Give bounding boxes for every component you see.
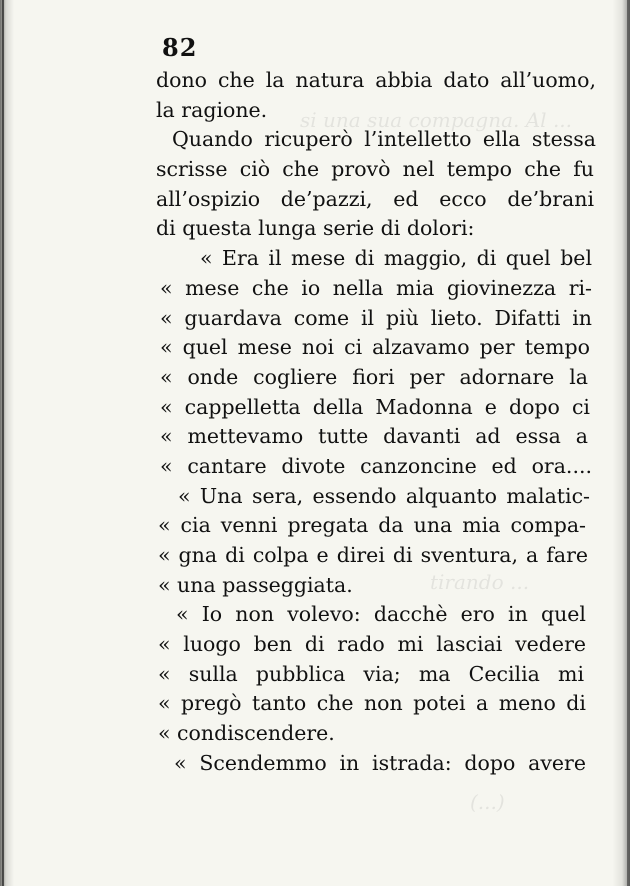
text-line: « Io non volevo: dacchè ero in quel — [176, 602, 586, 627]
show-through-text: si una sua compagna. Al ... — [300, 108, 573, 132]
text-line: « cantare divote canzoncine ed ora.... — [160, 453, 592, 478]
text-line: « gna di colpa e direi di sventura, a fare — [158, 543, 588, 567]
text-line: « Una sera, essendo alquanto malatic- — [178, 483, 590, 508]
show-through-text: tirando ... — [430, 570, 530, 594]
text-line: « luogo ben di rado mi lasciai vedere — [158, 632, 586, 657]
page-number: 82 — [162, 33, 198, 62]
text-line: di questa lunga serie di dolori: — [156, 216, 475, 241]
text-line: « cappelletta della Madonna e dopo ci — [160, 394, 590, 419]
text-line: all’ospizio de’pazzi, ed ecco de’brani — [156, 186, 594, 211]
text-line: « guardava come il più lieto. Difatti in — [160, 305, 592, 330]
text-line: « pregò tanto che non potei a meno di — [158, 691, 586, 716]
show-through-text: (...) — [470, 790, 505, 814]
text-line: « una passeggiata. — [158, 572, 353, 597]
text-line: « Scendemmo in istrada: dopo avere — [174, 750, 586, 775]
text-line: Quando ricuperò l’intelletto ella stessa — [172, 127, 596, 152]
text-line: « Era il mese di maggio, di quel bel — [200, 246, 592, 271]
body-text — [156, 66, 598, 779]
text-line: « condiscendere. — [158, 721, 335, 746]
text-line: « cia venni pregata da una mia compa- — [158, 513, 586, 538]
text-line: « mettevamo tutte davanti ad essa a — [160, 424, 588, 449]
text-line: « quel mese noi ci alzavamo per tempo — [160, 335, 590, 360]
text-line: « sulla pubblica via; ma Cecilia mi — [158, 661, 584, 686]
text-line: « onde cogliere fiori per adornare la — [160, 364, 588, 389]
text-line: « mese che io nella mia giovinezza ri- — [160, 275, 592, 300]
text-line: dono che la natura abbia dato all’uomo, — [156, 68, 596, 92]
page-spine-shadow — [2, 0, 4, 886]
text-line: la ragione. — [156, 97, 268, 122]
text-line: scrisse ciò che provò nel tempo che fu — [156, 157, 594, 182]
